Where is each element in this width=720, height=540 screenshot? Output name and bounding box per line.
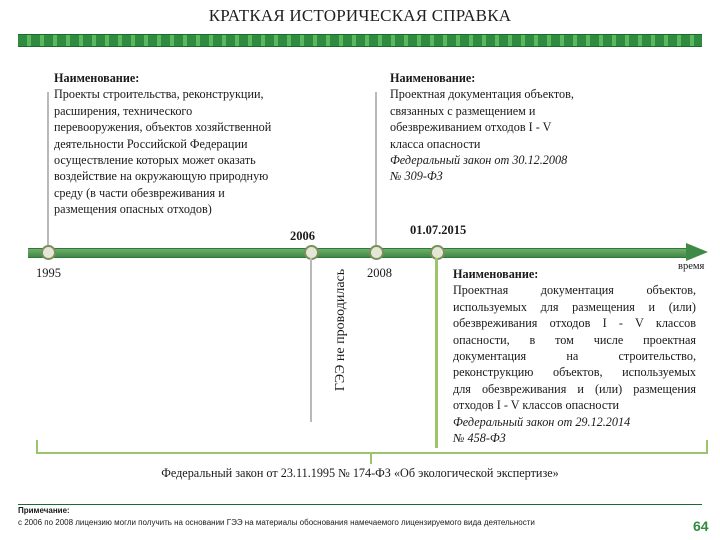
- brace-horizontal: [36, 452, 708, 454]
- brace-right-tick: [706, 440, 708, 454]
- footnote-text: с 2006 по 2008 лицензию могли получить на основании ГЭЭ на материалы обоснования намечаемого лицензируемого вида деятельности: [18, 518, 535, 527]
- block-line: Проектная документация объектов,: [453, 283, 696, 298]
- block-line: перевооружения, объектов хозяйственной: [54, 120, 272, 135]
- block-line: для обезвреживания и (или) размещения: [453, 381, 696, 396]
- year-2006: 2006: [290, 229, 315, 243]
- block-line: реконструкцию объектов, используемых: [453, 365, 696, 380]
- connector-2008: [375, 92, 377, 248]
- block-header: Наименование:: [453, 267, 539, 281]
- block-line: связанных с размещением и: [390, 103, 536, 118]
- block-header: Наименование:: [54, 71, 140, 85]
- block-line: деятельности Российской Федерации: [54, 136, 248, 151]
- footnote: [18, 505, 618, 529]
- block-2015: [453, 266, 696, 446]
- block-line: класса опасности: [390, 136, 481, 151]
- block-line: документация на строительство,: [453, 349, 696, 364]
- block-line: отходов I - V классов опасности: [453, 398, 620, 413]
- law-line: № 309-ФЗ: [390, 169, 443, 184]
- block-line: обезвреживанием отходов I - V: [390, 120, 552, 135]
- block-line: опасности, в том числе проектная: [453, 332, 696, 347]
- header-stripe: [18, 34, 702, 47]
- block-line: расширения, технического: [54, 103, 193, 118]
- block-header: Наименование:: [390, 71, 476, 85]
- law-line: Федеральный закон от 30.12.2008: [390, 153, 568, 168]
- block-line: используемых для размещения и (или): [453, 299, 696, 314]
- timeline-node-1995: [41, 245, 56, 260]
- year-2008: 2008: [367, 266, 392, 280]
- connector-2006: [310, 258, 312, 422]
- connector-2015: [435, 258, 438, 448]
- time-axis-label: время: [678, 261, 705, 272]
- page-number: 64: [693, 518, 709, 534]
- law-line: Федеральный закон от 29.12.2014: [453, 414, 631, 429]
- block-line: воздействие на окружающую природную: [54, 169, 269, 184]
- year-2015: 01.07.2015: [410, 223, 467, 237]
- block-2008: [390, 70, 620, 185]
- footnote-header: Примечание:: [18, 506, 70, 515]
- timeline-axis: [28, 248, 688, 258]
- block-line: размещения опасных отходов): [54, 202, 212, 217]
- brace-center-tick: [370, 452, 372, 464]
- block-1995-2006: [54, 70, 324, 218]
- block-line: среду (в части обезвреживания и: [54, 185, 225, 200]
- law-line: № 458-ФЗ: [453, 431, 506, 446]
- law-174-fz: Федеральный закон от 23.11.1995 № 174-ФЗ «Об экологической экспертизе»: [161, 466, 559, 480]
- year-1995: 1995: [36, 266, 61, 280]
- block-line: Проекты строительства, реконструкции,: [54, 87, 264, 102]
- timeline-node-2008: [369, 245, 384, 260]
- block-line: осуществление которых может оказать: [54, 153, 256, 168]
- block-line: обезвреживания отходов I - V классов: [453, 316, 696, 331]
- page-title: КРАТКАЯ ИСТОРИЧЕСКАЯ СПРАВКА: [208, 6, 512, 25]
- timeline-arrow-icon: [686, 243, 708, 261]
- block-line: Проектная документация объектов,: [390, 87, 574, 102]
- connector-1995: [47, 92, 49, 248]
- gee-not-conducted-label: ГЭЭ не проводилась: [333, 268, 348, 392]
